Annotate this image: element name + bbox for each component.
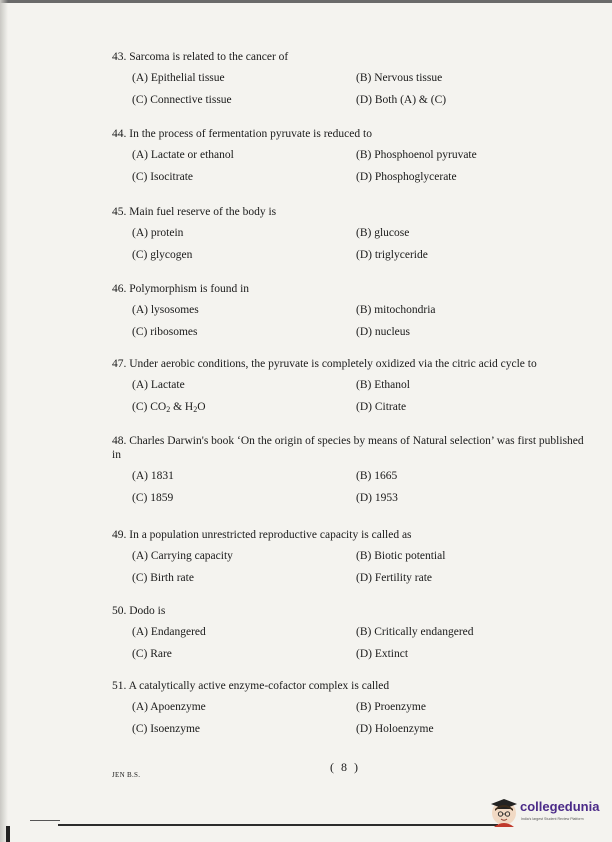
graduate-avatar-icon [490,797,518,827]
brand-name: collegedunia [520,799,600,814]
option-b: (B) Critically endangered [356,626,474,638]
question-43 [112,50,592,116]
option-b: (B) Phosphoenol pyruvate [356,149,477,161]
question-stem: 51. A catalytically active enzyme-cofactor complex is called [112,680,390,692]
option-c: (C) ribosomes [132,326,198,338]
top-border [0,0,612,3]
question-stem: 46. Polymorphism is found in [112,283,250,295]
question-51 [112,679,592,745]
option-d: (D) triglyceride [356,249,428,261]
option-c: (C) glycogen [132,249,193,261]
option-a: (A) Carrying capacity [132,550,233,562]
option-d: (D) nucleus [356,326,410,338]
question-stem: 48. Charles Darwin's book ‘On the origin of species by means of Natural selection’ was first published in [112,435,584,461]
option-d: (D) Both (A) & (C) [356,94,447,106]
option-c: (C) Connective tissue [132,94,232,106]
option-c: (C) 1859 [132,492,174,504]
option-a: (A) lysosomes [132,304,199,316]
question-stem: 50. Dodo is [112,605,166,617]
option-c: (C) $CO_2$ & $H_2O$ [132,401,206,414]
option-b: (B) mitochondria [356,304,436,316]
option-a: (A) Lactate or ethanol [132,149,234,161]
option-b: (B) Ethanol [356,379,410,391]
bottom-rule [58,824,498,826]
option-a: (A) protein [132,227,184,239]
brand-tagline: India's largest Student Review Platform [521,817,584,821]
option-d: (D) Extinct [356,648,409,660]
question-47 [112,357,592,423]
option-a: (A) Epithelial tissue [132,72,225,84]
option-b: (B) Proenzyme [356,701,426,713]
booklet-code: JEN B.S. [112,771,141,779]
page-edge-shadow [0,0,8,842]
question-stem: 44. In the process of fermentation pyruvate is reduced to [112,128,372,140]
option-d: (D) Fertility rate [356,572,433,584]
option-b: (B) Nervous tissue [356,72,443,84]
option-b: (B) Biotic potential [356,550,446,562]
question-45 [112,205,592,271]
page-number: ( 8 ) [330,760,360,774]
question-stem: 45. Main fuel reserve of the body is [112,206,277,218]
corner-mark [6,826,10,842]
option-a: (A) Apoenzyme [132,701,206,713]
option-d: (D) Holoenzyme [356,723,434,735]
collegedunia-logo [490,795,608,831]
option-c: (C) Birth rate [132,572,194,584]
bottom-rule-short [30,820,60,821]
option-d: (D) 1953 [356,492,398,504]
option-d: (D) Phosphoglycerate [356,171,457,183]
question-stem: 49. In a population unrestricted reproductive capacity is called as [112,529,412,541]
question-49 [112,528,592,594]
question-stem: 47. Under aerobic conditions, the pyruvate is completely oxidized via the citric acid cycle to [112,358,537,370]
option-a: (A) Endangered [132,626,206,638]
question-44 [112,127,592,193]
option-a: (A) 1831 [132,470,174,482]
question-50 [112,604,592,670]
option-b: (B) 1665 [356,470,398,482]
option-c: (C) Isocitrate [132,171,193,183]
option-b: (B) glucose [356,227,410,239]
option-a: (A) Lactate [132,379,185,391]
option-d: (D) Citrate [356,401,407,413]
question-46 [112,282,592,348]
option-c: (C) Isoenzyme [132,723,201,735]
option-c: (C) Rare [132,648,172,660]
question-stem: 43. Sarcoma is related to the cancer of [112,51,289,63]
question-48 [112,434,592,514]
